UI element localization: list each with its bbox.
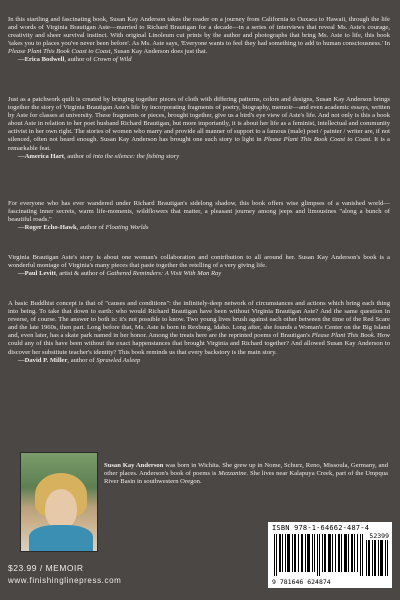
blurb-author-work: Crown of Wild xyxy=(93,56,132,64)
blurb-author-work: Floating Worlds xyxy=(105,224,149,232)
isbn-number: ISBN 978-1-64662-487-4 xyxy=(272,524,370,532)
book-title: Please Plant This Book Coast to Coast xyxy=(8,48,111,56)
blurb-2 xyxy=(8,96,390,161)
blurb-text: Virginia Brautigan Aste's story is about one woman's collaboration and contribution to all around her. Susan Kay Anderson's book is a wonderful montage of Virginia's many pieces that paste together the retelling of a very giving life. xyxy=(8,254,390,270)
author-bio: Susan Kay Anderson was born in Wichita. She grew up in Nome, Schurz, Reno, Missoula, Germany, and other places. Anderson's book of poems is Mezzanine. She lives near Kalapuya Creek, part of the Umpqua River Basin in southwestern Oregon. xyxy=(104,462,388,486)
author-photo-shirt xyxy=(29,525,93,552)
blurb-4 xyxy=(8,254,390,278)
blurb-attribution: —Paul Levitt, artist & author of Gathered Reminders: A Visit With Man Ray xyxy=(18,270,222,278)
blurb-author: Paul Levitt xyxy=(24,270,56,278)
price-code: 52399 xyxy=(369,532,389,540)
blurb-1 xyxy=(8,16,390,65)
author-photo xyxy=(20,452,98,552)
blurb-text: Just as a patchwork quilt is created by bringing together pieces of cloth with differing patterns, colors and designs, Susan Kay Anderson brings together the story of Virginia Brautigan Aste's life by incorporating fragments of poetry, biography, memoir—and even academic essays, written by Aste for classes at university. These fragments or pieces, brought together, give us a bird's eye view of Aste's life. And not only is this a book about Aste in relation to her poet husband Richard Brautigan, but more importantly, it is about her life as a feminist, intellectual and community activist in her own right. The stories of women who marry and provide all manner of support to a famous (male) poet / painter / writer are, if not silenced, often not heard enough. Susan Kay Anderson has brought one such story to light in xyxy=(8,96,390,144)
blurb-text: , Susan Kay Anderson does just that. xyxy=(110,48,208,56)
blurb-attribution: —America Hart, author of into the silence: the fishing story xyxy=(18,152,180,160)
blurb-attribution: —Erica Bodwell, author of Crown of Wild xyxy=(18,56,132,64)
blurb-author-work: Gathered Reminders: A Visit With Man Ray xyxy=(106,270,222,278)
blurb-author: Roger Echo-Hawk xyxy=(24,224,77,232)
blurb-author-work: Sprawled Asleep xyxy=(96,356,141,364)
author-photo-face xyxy=(45,489,77,529)
blurb-author: David P. Miller xyxy=(24,356,68,364)
isbn-barcode xyxy=(268,522,392,588)
blurb-author: America Hart xyxy=(24,152,64,160)
publisher-website: www.finishinglinepress.com xyxy=(8,576,122,585)
blurb-3 xyxy=(8,200,390,232)
blurb-5 xyxy=(8,300,390,365)
author-book-title: Mezzanine xyxy=(218,470,247,478)
blurb-text: . It is a remarkable feat. xyxy=(8,136,390,152)
blurb-author: Erica Bodwell xyxy=(24,56,65,64)
blurb-text: For everyone who has ever wandered under Richard Brautigan's sidelong shadow, this book offers wise glimpses of a vanished world—fascinating inner secrets, warm life-moments, wildflowers that matter, a pleasant journey among jeeps and limousines "along a bunch of beautiful roads." xyxy=(8,200,390,224)
price-addon-bars xyxy=(366,540,388,576)
price-genre: $23.99 / MEMOIR xyxy=(8,563,84,573)
blurb-text: A basic Buddhist concept is that of "causes and conditions": the infinitely-deep network of circumstances and actions which bring each thing into being. To take that down to earth: who would Richard Brautigan have been without Virginia Brautigan Aste? And the same question in reverse, of course. The answer to both is: it's not possible to know. Two young lives brush against each other between the time of the Red Scare and the late 1960s, then part. Long before that, Ms. Aste is born in Rexburg, Idaho. Long after, she founds a Woman's Center on the Big Island and, even later, has a skate park named in her honor. Among the treats here are the reprinted poems of Brautigan's xyxy=(8,300,390,340)
isbn-digits: 9 781646 624874 xyxy=(272,578,331,586)
book-title: Please Plant This Book xyxy=(311,332,374,340)
blurb-attribution: —Roger Echo-Hawk, author of Floating Worlds xyxy=(18,224,149,232)
blurb-attribution: —David P. Miller, author of Sprawled Asleep xyxy=(18,356,141,364)
blurb-author-work: into the silence: the fishing story xyxy=(92,152,180,160)
blurb-text: . How could any of this have been without the exact happenstances that brought Virginia and Richard together? And allowed Susan Kay Anderson to discover her substitute teacher's identity? This book reminds us that every backstory is the main story. xyxy=(8,332,390,356)
author-name: Susan Kay Anderson xyxy=(104,462,164,469)
blurb-text: In this startling and fascinating book, Susan Kay Anderson takes the reader on a journey from California to Oaxaca to Hawaii, through the life and words of Virginia Brautigan Aste—married to Richard Brautigan for a decade—in a series of interviews that reveal Ms. Aste's courage, creativity and sheer survival instinct. With original Linoleum cut prints by the author and photographs that bring Ms. Aste to life, this book 'takes you to places you've never been before'. As Ms. Aste says, 'Everyone wants to feel they had something to add to human consciousness.' In xyxy=(8,16,390,48)
barcode-bars xyxy=(274,534,364,576)
book-title: Please Plant This Book Coast to Coast xyxy=(263,136,371,144)
